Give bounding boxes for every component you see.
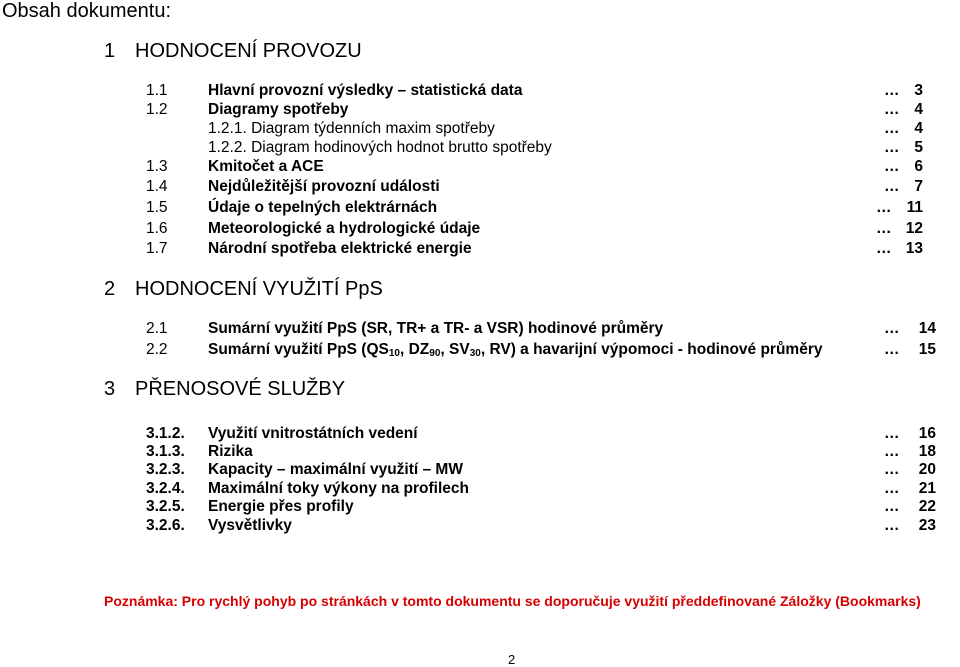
toc-entry-label[interactable]: Využití vnitrostátních vedení xyxy=(208,425,418,442)
toc-entry-label[interactable]: Maximální toky výkony na profilech xyxy=(208,480,469,497)
toc-entry-number: 1.2 xyxy=(146,101,168,118)
label-part: , DZ xyxy=(400,341,430,358)
section-3-number: 3 xyxy=(104,378,116,400)
toc-leader: … xyxy=(884,158,900,175)
toc-entry-label[interactable]: Údaje o tepelných elektrárnách xyxy=(208,199,438,216)
subscript: 30 xyxy=(469,348,481,359)
toc-entry-number: 3.1.2. xyxy=(146,425,185,442)
toc-leader: … xyxy=(876,220,892,237)
toc-entry-label[interactable]: Nejdůležitější provozní události xyxy=(208,178,440,195)
subscript: 90 xyxy=(429,348,441,359)
toc-leader: … xyxy=(884,461,900,478)
toc-entry-page: 4 xyxy=(914,120,923,137)
toc-entry-page: 11 xyxy=(906,199,923,216)
toc-leader: … xyxy=(884,139,900,156)
toc-leader: … xyxy=(884,498,900,515)
toc-leader: … xyxy=(884,320,900,337)
section-3-title: PŘENOSOVÉ SLUŽBY xyxy=(135,378,346,400)
toc-leader: … xyxy=(876,199,892,216)
section-1-title: HODNOCENÍ PROVOZU xyxy=(135,40,362,62)
toc-leader: … xyxy=(884,480,900,497)
toc-entry-page: 18 xyxy=(918,443,936,460)
toc-entry-label[interactable]: Meteorologické a hydrologické údaje xyxy=(208,220,481,237)
label-part: , SV xyxy=(440,341,470,358)
toc-entry-page: 3 xyxy=(914,82,923,99)
toc-subentry-label[interactable]: 1.2.1. Diagram týdenních maxim spotřeby xyxy=(208,120,495,137)
toc-leader: … xyxy=(884,517,900,534)
toc-entry-page: 22 xyxy=(918,498,936,515)
toc-entry-number: 3.2.4. xyxy=(146,480,185,497)
toc-entry-page: 4 xyxy=(914,101,923,118)
toc-entry-label[interactable]: Kmitočet a ACE xyxy=(208,158,324,175)
toc-entry-number: 3.1.3. xyxy=(146,443,185,460)
toc-entry-page: 16 xyxy=(918,425,936,442)
toc-entry-label[interactable] xyxy=(208,341,823,359)
toc-entry-label[interactable]: Energie přes profily xyxy=(208,498,354,515)
toc-entry-page: 20 xyxy=(918,461,936,478)
subscript: 10 xyxy=(388,348,400,359)
toc-leader: … xyxy=(884,82,900,99)
toc-entry-label[interactable]: Kapacity – maximální využití – MW xyxy=(208,461,463,478)
section-2-title: HODNOCENÍ VYUŽITÍ PpS xyxy=(135,278,383,300)
toc-entry-page: 21 xyxy=(918,480,936,497)
toc-leader: … xyxy=(884,120,900,137)
toc-entry-page: 15 xyxy=(918,341,936,358)
toc-entry-number: 3.2.6. xyxy=(146,517,185,534)
note-text: Poznámka: Pro rychlý pohyb po stránkách v tomto dokumentu se doporučuje využití předdefinované Záložky (Bookmarks) xyxy=(104,593,921,609)
toc-entry-number: 1.4 xyxy=(146,178,168,195)
toc-entry-page: 13 xyxy=(905,240,923,257)
section-1-number: 1 xyxy=(104,40,116,62)
toc-entry-label[interactable]: Vysvětlivky xyxy=(208,517,292,534)
toc-subentry-label[interactable]: 1.2.2. Diagram hodinových hodnot brutto spotřeby xyxy=(208,139,552,156)
toc-entry-page: 23 xyxy=(918,517,936,534)
page-number: 2 xyxy=(508,652,516,667)
toc-leader: … xyxy=(884,341,900,358)
toc-entry-page: 14 xyxy=(918,320,936,337)
toc-entry-number: 3.2.5. xyxy=(146,498,185,515)
toc-entry-label[interactable]: Rizika xyxy=(208,443,253,460)
toc-entry-number: 1.6 xyxy=(146,220,168,237)
toc-entry-number: 1.5 xyxy=(146,199,168,216)
toc-leader: … xyxy=(884,178,900,195)
toc-entry-label[interactable]: Sumární využití PpS (SR, TR+ a TR- a VSR) hodinové průměry xyxy=(208,320,664,337)
section-2-number: 2 xyxy=(104,278,116,300)
toc-entry-number: 1.1 xyxy=(146,82,168,99)
toc-entry-number: 3.2.3. xyxy=(146,461,185,478)
toc-entry-label[interactable]: Národní spotřeba elektrické energie xyxy=(208,240,472,257)
toc-entry-number: 1.7 xyxy=(146,240,168,257)
toc-entry-number: 2.1 xyxy=(146,320,168,337)
toc-leader: … xyxy=(884,425,900,442)
toc-entry-label[interactable]: Hlavní provozní výsledky – statistická data xyxy=(208,82,523,99)
toc-entry-page: 6 xyxy=(914,158,923,175)
toc-leader: … xyxy=(876,240,892,257)
label-part: , RV) a havarijní výpomoci - hodinové průměry xyxy=(480,341,823,358)
toc-entry-label[interactable]: Diagramy spotřeby xyxy=(208,101,349,118)
toc-entry-page: 5 xyxy=(914,139,923,156)
toc-entry-page: 7 xyxy=(914,178,923,195)
toc-entry-number: 1.3 xyxy=(146,158,168,175)
label-part: Sumární využití PpS (QS xyxy=(208,341,389,358)
toc-leader: … xyxy=(884,101,900,118)
toc-leader: … xyxy=(884,443,900,460)
toc-entry-page: 12 xyxy=(905,220,923,237)
document-title: Obsah dokumentu: xyxy=(2,0,171,22)
toc-entry-number: 2.2 xyxy=(146,341,168,358)
